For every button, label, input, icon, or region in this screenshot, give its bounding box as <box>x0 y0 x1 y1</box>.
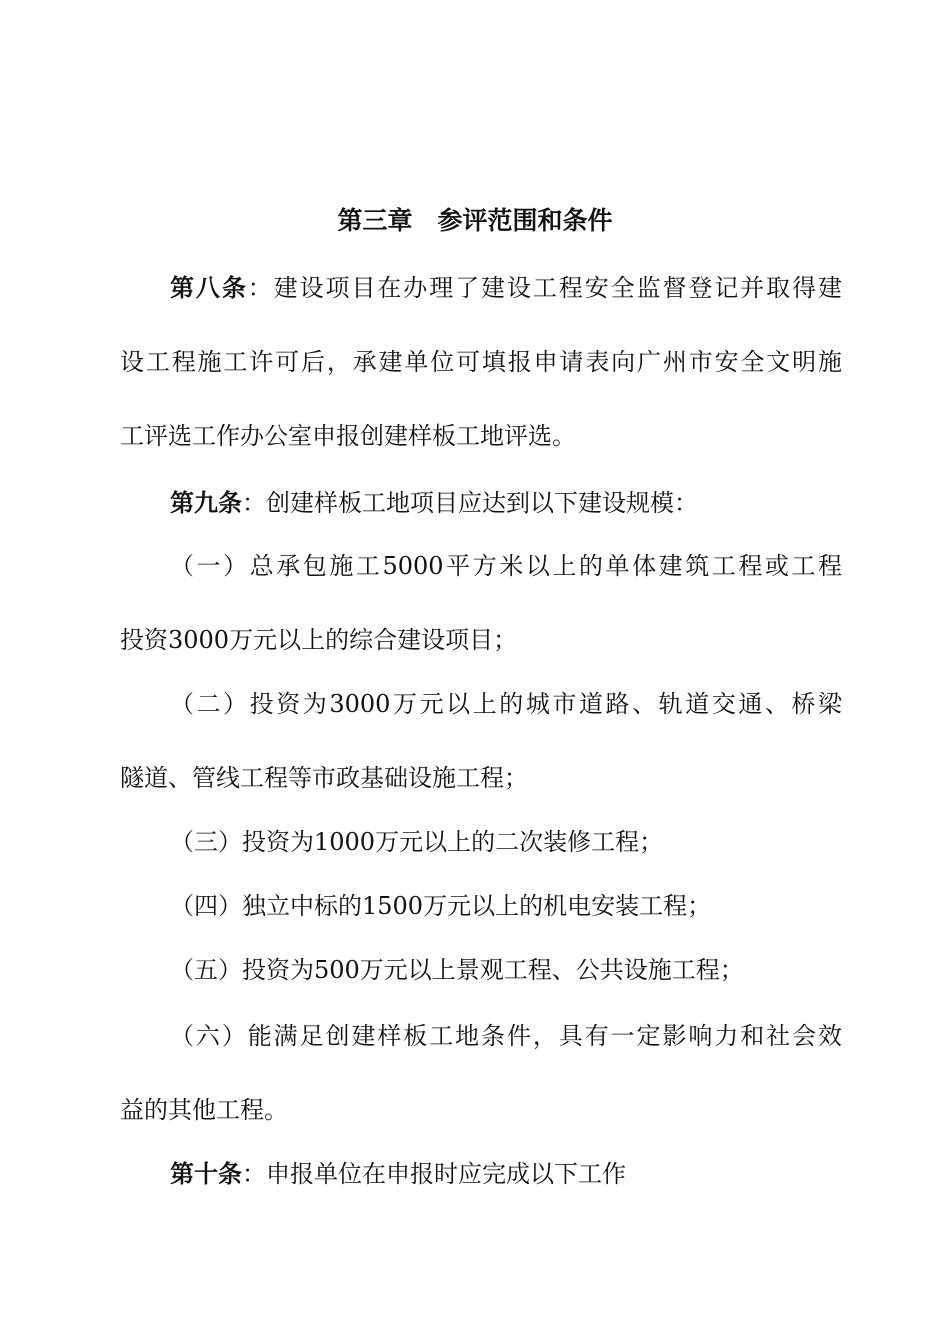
article-8-label: 第八条 <box>170 273 248 302</box>
article-8-line-3: 工评选工作办公室申报创建样板工地评选。 <box>120 422 576 450</box>
article-9-item-1-line-2: 投资3000万元以上的综合建设项目； <box>120 626 518 654</box>
article-9-item-2-line-1: （二）投资为3000万元以上的城市道路、轨道交通、桥梁 <box>170 690 842 718</box>
article-8-line-1 <box>170 272 842 304</box>
article-9-item-5: （五）投资为500万元以上景观工程、公共设施工程； <box>170 956 744 984</box>
article-9-label: 第九条 <box>170 488 242 517</box>
article-8-text: ：建设项目在办理了建设工程安全监督登记并取得建 <box>247 274 843 302</box>
article-9-text: ：创建样板工地项目应达到以下建设规模： <box>242 489 698 517</box>
article-10-text: ：申报单位在申报时应完成以下工作 <box>242 1160 626 1188</box>
chapter-title: 第三章 参评范围和条件 <box>337 206 613 235</box>
article-8-line-2: 设工程施工许可后，承建单位可填报申请表向广州市安全文明施 <box>120 348 842 376</box>
article-9-item-3: （三）投资为1000万元以上的二次装修工程； <box>170 828 664 856</box>
article-9-item-6-line-2: 益的其他工程。 <box>120 1096 288 1124</box>
article-10-line <box>170 1158 842 1190</box>
article-10-label: 第十条 <box>170 1159 242 1188</box>
article-9-item-2-line-2: 隧道、管线工程等市政基础设施工程； <box>120 764 528 792</box>
article-9-item-4: （四）独立中标的1500万元以上的机电安装工程； <box>170 892 712 920</box>
article-9-item-6-line-1: （六）能满足创建样板工地条件，具有一定影响力和社会效 <box>170 1022 842 1050</box>
article-9-item-1-line-1: （一）总承包施工5000平方米以上的单体建筑工程或工程 <box>170 552 842 580</box>
article-9-intro <box>170 487 842 519</box>
